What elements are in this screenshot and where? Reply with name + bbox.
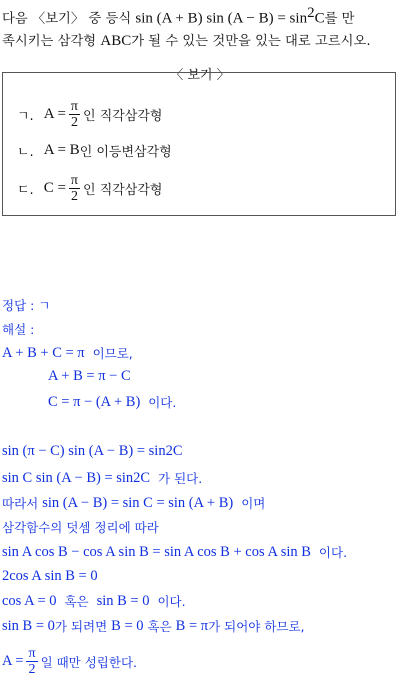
step-math: C = π − (A + B) [48, 393, 141, 410]
step-text: 가 된다. [158, 471, 203, 486]
step-text: 가 되려면 [54, 619, 108, 634]
step-math: sin B = 0 [96, 592, 150, 609]
solution-step [2, 617, 305, 635]
fraction [26, 646, 37, 677]
question-equation-end: C [314, 10, 325, 27]
step-text: 삼각함수의 덧셈 정리에 따라 [2, 520, 159, 535]
exponent: 2 [133, 469, 141, 486]
question-text-part: 를 만 [324, 11, 355, 27]
solution-step [2, 344, 133, 362]
option-text: 인 직각삼각형 [83, 109, 163, 124]
solution-step [2, 568, 98, 585]
step-text: 이다. [157, 594, 186, 609]
step-text: 이며 [241, 496, 266, 511]
question-text-part: 가 될 수 있는 것만을 있는 대로 고르시오. [131, 34, 371, 50]
step-text: 따라서 [2, 496, 39, 511]
step-text: 일 때만 성립한다. [40, 654, 138, 670]
step-text: 이다. [318, 545, 348, 560]
fraction [69, 173, 80, 204]
step-math: A + B = π − C [48, 368, 131, 384]
question-text-part: 족시키는 삼각형 [2, 34, 101, 50]
step-text: 가 되어야 하므로, [208, 619, 305, 634]
solution-step [2, 543, 347, 561]
option-math: C = [43, 180, 66, 196]
option-item [17, 99, 162, 130]
step-math: A + B + C = π [2, 344, 85, 361]
explanation-label-text: 해설 : [2, 322, 35, 337]
solution-step [2, 646, 137, 677]
option-item [17, 173, 162, 204]
question-text [2, 2, 398, 53]
answer-label: 정답 : [2, 298, 35, 313]
denominator: 2 [28, 662, 36, 677]
question-line-1 [2, 2, 398, 30]
options-box [2, 72, 396, 216]
option-text: 인 이등변삼각형 [79, 145, 172, 160]
option-mark: ㄱ. [17, 109, 34, 124]
step-math: sin (π − C) sin (A − B) = sin [2, 443, 166, 459]
step-text: 혹은 [64, 594, 89, 609]
option-mark: ㄴ. [17, 145, 34, 160]
option-item [17, 141, 172, 160]
step-math: A = [2, 653, 24, 669]
option-math: A = [43, 106, 66, 122]
step-math: sin A cos B − cos A sin B = sin A cos B + cos A sin B [2, 543, 311, 560]
step-text: 이므로, [92, 346, 133, 361]
solution-step [2, 443, 183, 460]
option-math: A = B [43, 142, 80, 158]
solution-step [2, 469, 202, 487]
question-line-2 [2, 30, 398, 53]
numerator: π [28, 646, 36, 661]
exponent: 2 [165, 443, 173, 459]
step-math: C [172, 443, 183, 459]
fraction [69, 99, 80, 130]
numerator: π [70, 99, 78, 114]
step-math: sin C sin (A − B) = sin [2, 469, 134, 486]
question-equation: sin (A + B) sin (A − B) = sin [135, 10, 308, 27]
solution-step [2, 592, 186, 610]
exponent: 2 [307, 5, 315, 21]
denominator: 2 [70, 189, 78, 204]
step-math: B = π [175, 617, 209, 634]
step-math: sin B = 0 [2, 617, 55, 634]
solution-step [2, 494, 265, 512]
denominator: 2 [70, 115, 78, 130]
question-text-part: 다음 〈보기〉 중 등식 [2, 11, 136, 27]
solution-step [48, 368, 131, 385]
step-math: B = 0 [111, 617, 144, 634]
option-text: 인 직각삼각형 [83, 183, 163, 198]
option-mark: ㄷ. [17, 183, 34, 198]
solution-step [2, 518, 159, 536]
step-text: 이다. [148, 395, 177, 410]
step-math: 2cos A sin B = 0 [2, 568, 98, 584]
step-text: 혹은 [147, 619, 172, 634]
step-math: cos A = 0 [2, 592, 57, 609]
answer-value: ㄱ [38, 298, 51, 313]
step-math: sin (A − B) = sin C = sin (A + B) [42, 494, 234, 511]
numerator: π [70, 173, 78, 188]
step-math: C [140, 469, 151, 486]
explanation-label [2, 320, 34, 338]
answer-line [2, 296, 50, 314]
triangle-name: ABC [100, 33, 132, 50]
solution-step [48, 393, 176, 411]
box-title-text: 〈 보기 〉 [156, 68, 243, 83]
